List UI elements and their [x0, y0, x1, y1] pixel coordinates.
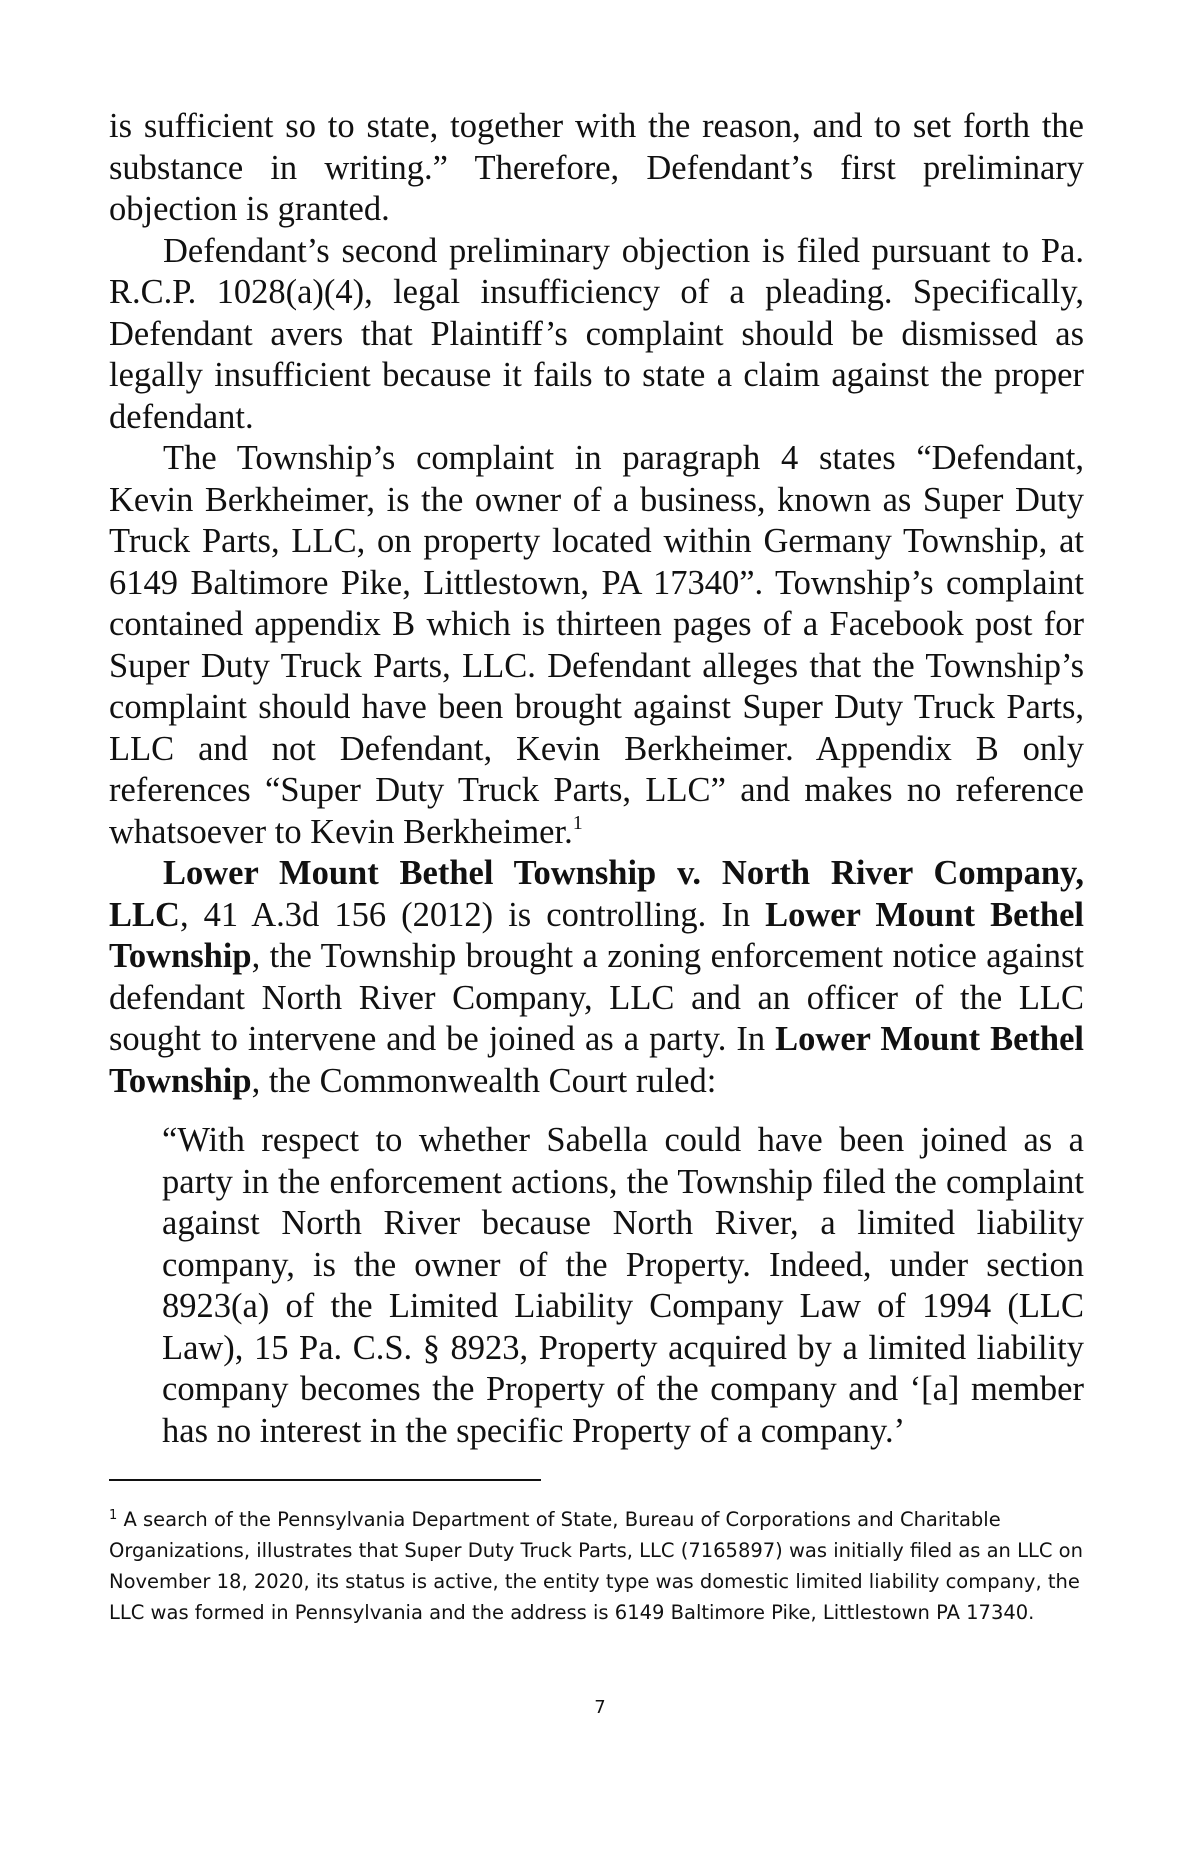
paragraph-township-complaint-text: The Township’s complaint in paragraph 4 states “Defendant, Kevin Berkheimer, is the owner of a business, known as Super Duty Truck Parts, LLC, on property located within Germany Township, at 6149 Baltimore Pike, Littlestown, PA 17340”. Township’s complaint contained appendix B which is thirteen pages of a Facebook post for Super Duty Truck Parts, LLC. Defendant alleges that the Township’s complaint should have been brought against Super Duty Truck Parts, LLC and not Defendant, Kevin Berkheimer. Appendix B only references “Super Duty Truck Parts, LLC” and makes no reference whatsoever to Kevin Berkheimer.	[109, 439, 1084, 851]
case-citation-bold: Lower Mount Bethel Township v. North River Company, LLC	[109, 854, 1084, 934]
footnote-reference[interactable]: 1	[572, 811, 583, 834]
paragraph-township-complaint	[109, 438, 1084, 853]
paragraph-text: , the Commonwealth Court ruled:	[251, 1061, 717, 1100]
paragraph-text: , 41 A.3d 156 (2012) is controlling. In	[179, 895, 766, 934]
paragraph-controlling-case	[109, 853, 1084, 1102]
footnote	[109, 1500, 1084, 1628]
body-text	[109, 106, 1084, 1102]
paragraph-continuation: is sufficient so to state, together with the reason, and to set forth the substance in writing.” Therefore, Defendant’s first preliminary objection is granted.	[109, 107, 1084, 228]
block-quote: “With respect to whether Sabella could have been joined as a party in the enforcement actions, the Township filed the complaint against North River because North River, a limited liability company, is the owner of the Property. Indeed, under section 8923(a) of the Limited Liability Company Law of 1994 (LLC Law), 15 Pa. C.S. § 8923, Property acquired by a limited liability company becomes the Property of the company and ‘[a] member has no interest in the specific Property of a company.’	[162, 1121, 1084, 1450]
footnote-divider	[109, 1479, 541, 1481]
footnote-text: A search of the Pennsylvania Department of State, Bureau of Corporations and Charitable Organizations, illustrates that Super Duty Truck Parts, LLC (7165897) was initially filed as an LLC on November 18, 2020, its status is active, the entity type was domestic limited liability company, the LLC was formed in Pennsylvania and the address is 6149 Baltimore Pike, Littlestown PA 17340.	[109, 1508, 1083, 1624]
paragraph-text: , the Township brought a zoning enforcement notice against defendant North River Company, LLC and an officer of the LLC sought to intervene and be joined as a party. In	[109, 937, 1084, 1058]
paragraph-second-objection: Defendant’s second preliminary objection is filed pursuant to Pa. R.C.P. 1028(a)(4), legal insufficiency of a pleading. Specifically, Defendant avers that Plaintiff’s complaint should be dismissed as legally insufficient because it fails to state a claim against the proper defendant.	[109, 231, 1084, 436]
case-citation-bold: Lower Mount Bethel Township	[109, 895, 1084, 975]
case-citation-bold: Lower Mount Bethel Township	[109, 1020, 1084, 1100]
page-number: 7	[594, 1697, 606, 1718]
footnote-marker: 1	[109, 1508, 118, 1523]
